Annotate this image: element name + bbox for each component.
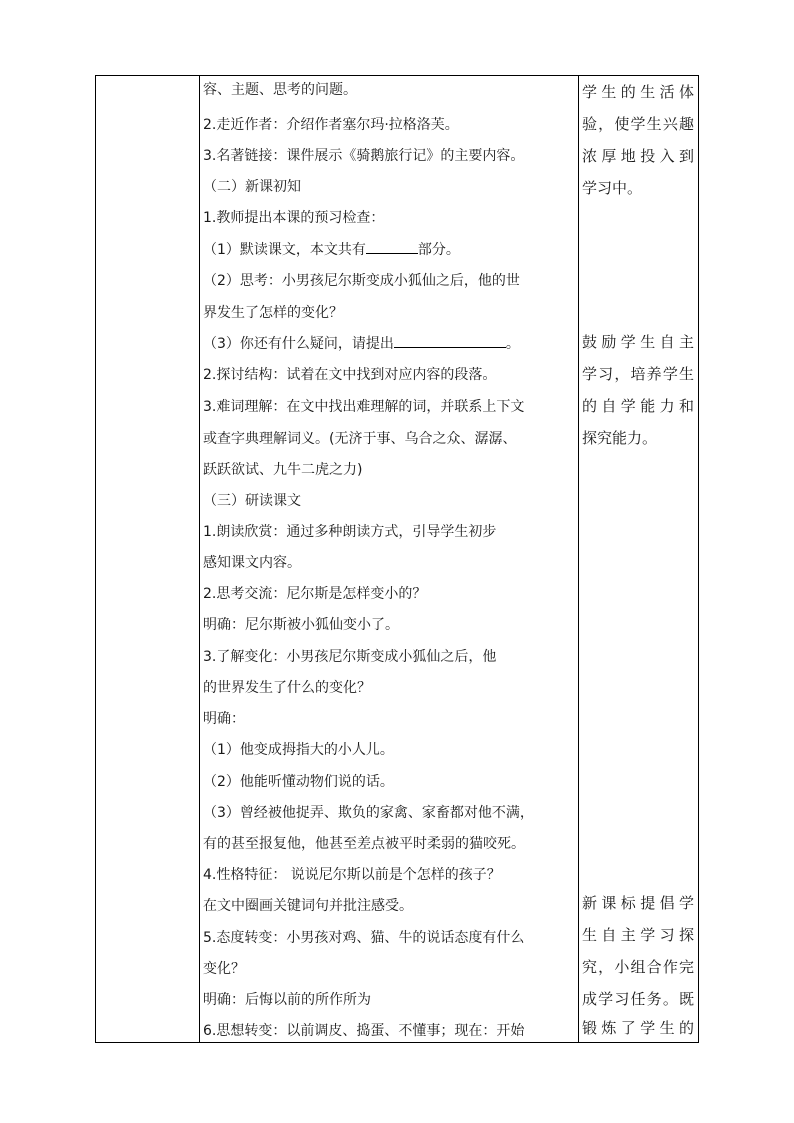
text-line: 的世界发生了什么的变化？ (203, 680, 371, 696)
note-line: 浓厚地投入到 (582, 147, 694, 165)
text-line: （2）思考：小男孩尼尔斯变成小狐仙之后，他的世 (203, 273, 520, 289)
text-line: 3.了解变化：小男孩尼尔斯变成小狐仙之后，他 (203, 649, 497, 665)
text-line: 3.难词理解：在文中找出难理解的词，并联系上下文 (203, 399, 525, 415)
text-line: 5.态度转变：小男孩对鸡、猫、牛的说话态度有什么 (203, 930, 525, 946)
column-divider-right (578, 76, 579, 1042)
answer-blank (366, 241, 418, 254)
text-segment: （3）你还有什么疑问，请提出 (203, 336, 394, 352)
text-line: 3.名著链接：课件展示《骑鹅旅行记》的主要内容。 (203, 148, 525, 164)
column-divider-left (199, 76, 200, 1042)
text-line: 6.思想转变：以前调皮、捣蛋、不懂事；现在：开始 (203, 1023, 525, 1039)
text-line: 明确：后悔以前的所作所为 (203, 992, 371, 1008)
text-line: 容、主题、思考的问题。 (203, 82, 357, 98)
text-segment: （1）默读课文，本文共有 (203, 242, 366, 258)
text-line: （2）他能听懂动物们说的话。 (203, 774, 394, 790)
note-line: 成学习任务。既 (582, 990, 694, 1008)
note-line: 究，小组合作完 (582, 958, 694, 976)
section-heading: （二）新课初知 (203, 179, 301, 195)
text-line: 明确：尼尔斯被小狐仙变小了。 (203, 617, 399, 633)
note-line: 的自学能力和 (582, 397, 694, 415)
text-line: 有的甚至报复他，他甚至差点被平时柔弱的猫咬死。 (203, 836, 525, 852)
text-line: 或查字典理解词义。(无济于事、乌合之众、潺潺、 (203, 431, 517, 447)
note-line: 学习，培养学生 (582, 365, 694, 383)
note-line: 学习中。 (582, 179, 643, 197)
text-line: 2.探讨结构：试着在文中找到对应内容的段落。 (203, 367, 497, 383)
note-line: 新课标提倡学 (582, 894, 694, 912)
note-line: 学生的生活体 (582, 83, 694, 101)
text-line: 跃跃欲试、九牛二虎之力) (203, 462, 363, 478)
text-line: （3）曾经被他捉弄、欺负的家禽、家畜都对他不满， (203, 805, 534, 821)
note-line: 生自主学习探 (582, 926, 694, 944)
answer-blank (394, 335, 506, 348)
note-line: 探究能力。 (582, 429, 658, 447)
text-line: 明确： (203, 711, 245, 727)
text-line: 2.思考交流：尼尔斯是怎样变小的？ (203, 586, 427, 602)
text-segment: 部分。 (417, 242, 460, 258)
section-heading: （三）研读课文 (203, 493, 301, 509)
text-line: 变化？ (203, 961, 245, 977)
text-line: 2.走近作者：介绍作者塞尔玛·拉格洛芙。 (203, 117, 459, 133)
text-line: 1.朗读欣赏：通过多种朗读方式，引导学生初步 (203, 524, 497, 540)
text-line: 4.性格特征： 说说尼尔斯以前是个怎样的孩子？ (203, 867, 501, 883)
note-line: 鼓励学生自主 (582, 333, 694, 351)
text-line: 感知课文内容。 (203, 555, 301, 571)
text-line: 界发生了怎样的变化？ (203, 305, 343, 321)
lesson-plan-table (95, 75, 699, 1043)
text-line: （1）他变成拇指大的小人儿。 (203, 742, 394, 758)
fill-blank-line (203, 335, 520, 353)
fill-blank-line (203, 241, 460, 259)
text-line: 在文中圈画关键词句并批注感受。 (203, 898, 413, 914)
text-segment: 。 (505, 336, 520, 352)
note-line: 验，使学生兴趣 (582, 115, 694, 133)
note-line: 锻炼了学生的 (582, 1019, 694, 1037)
text-line: 1.教师提出本课的预习检查： (203, 210, 385, 226)
